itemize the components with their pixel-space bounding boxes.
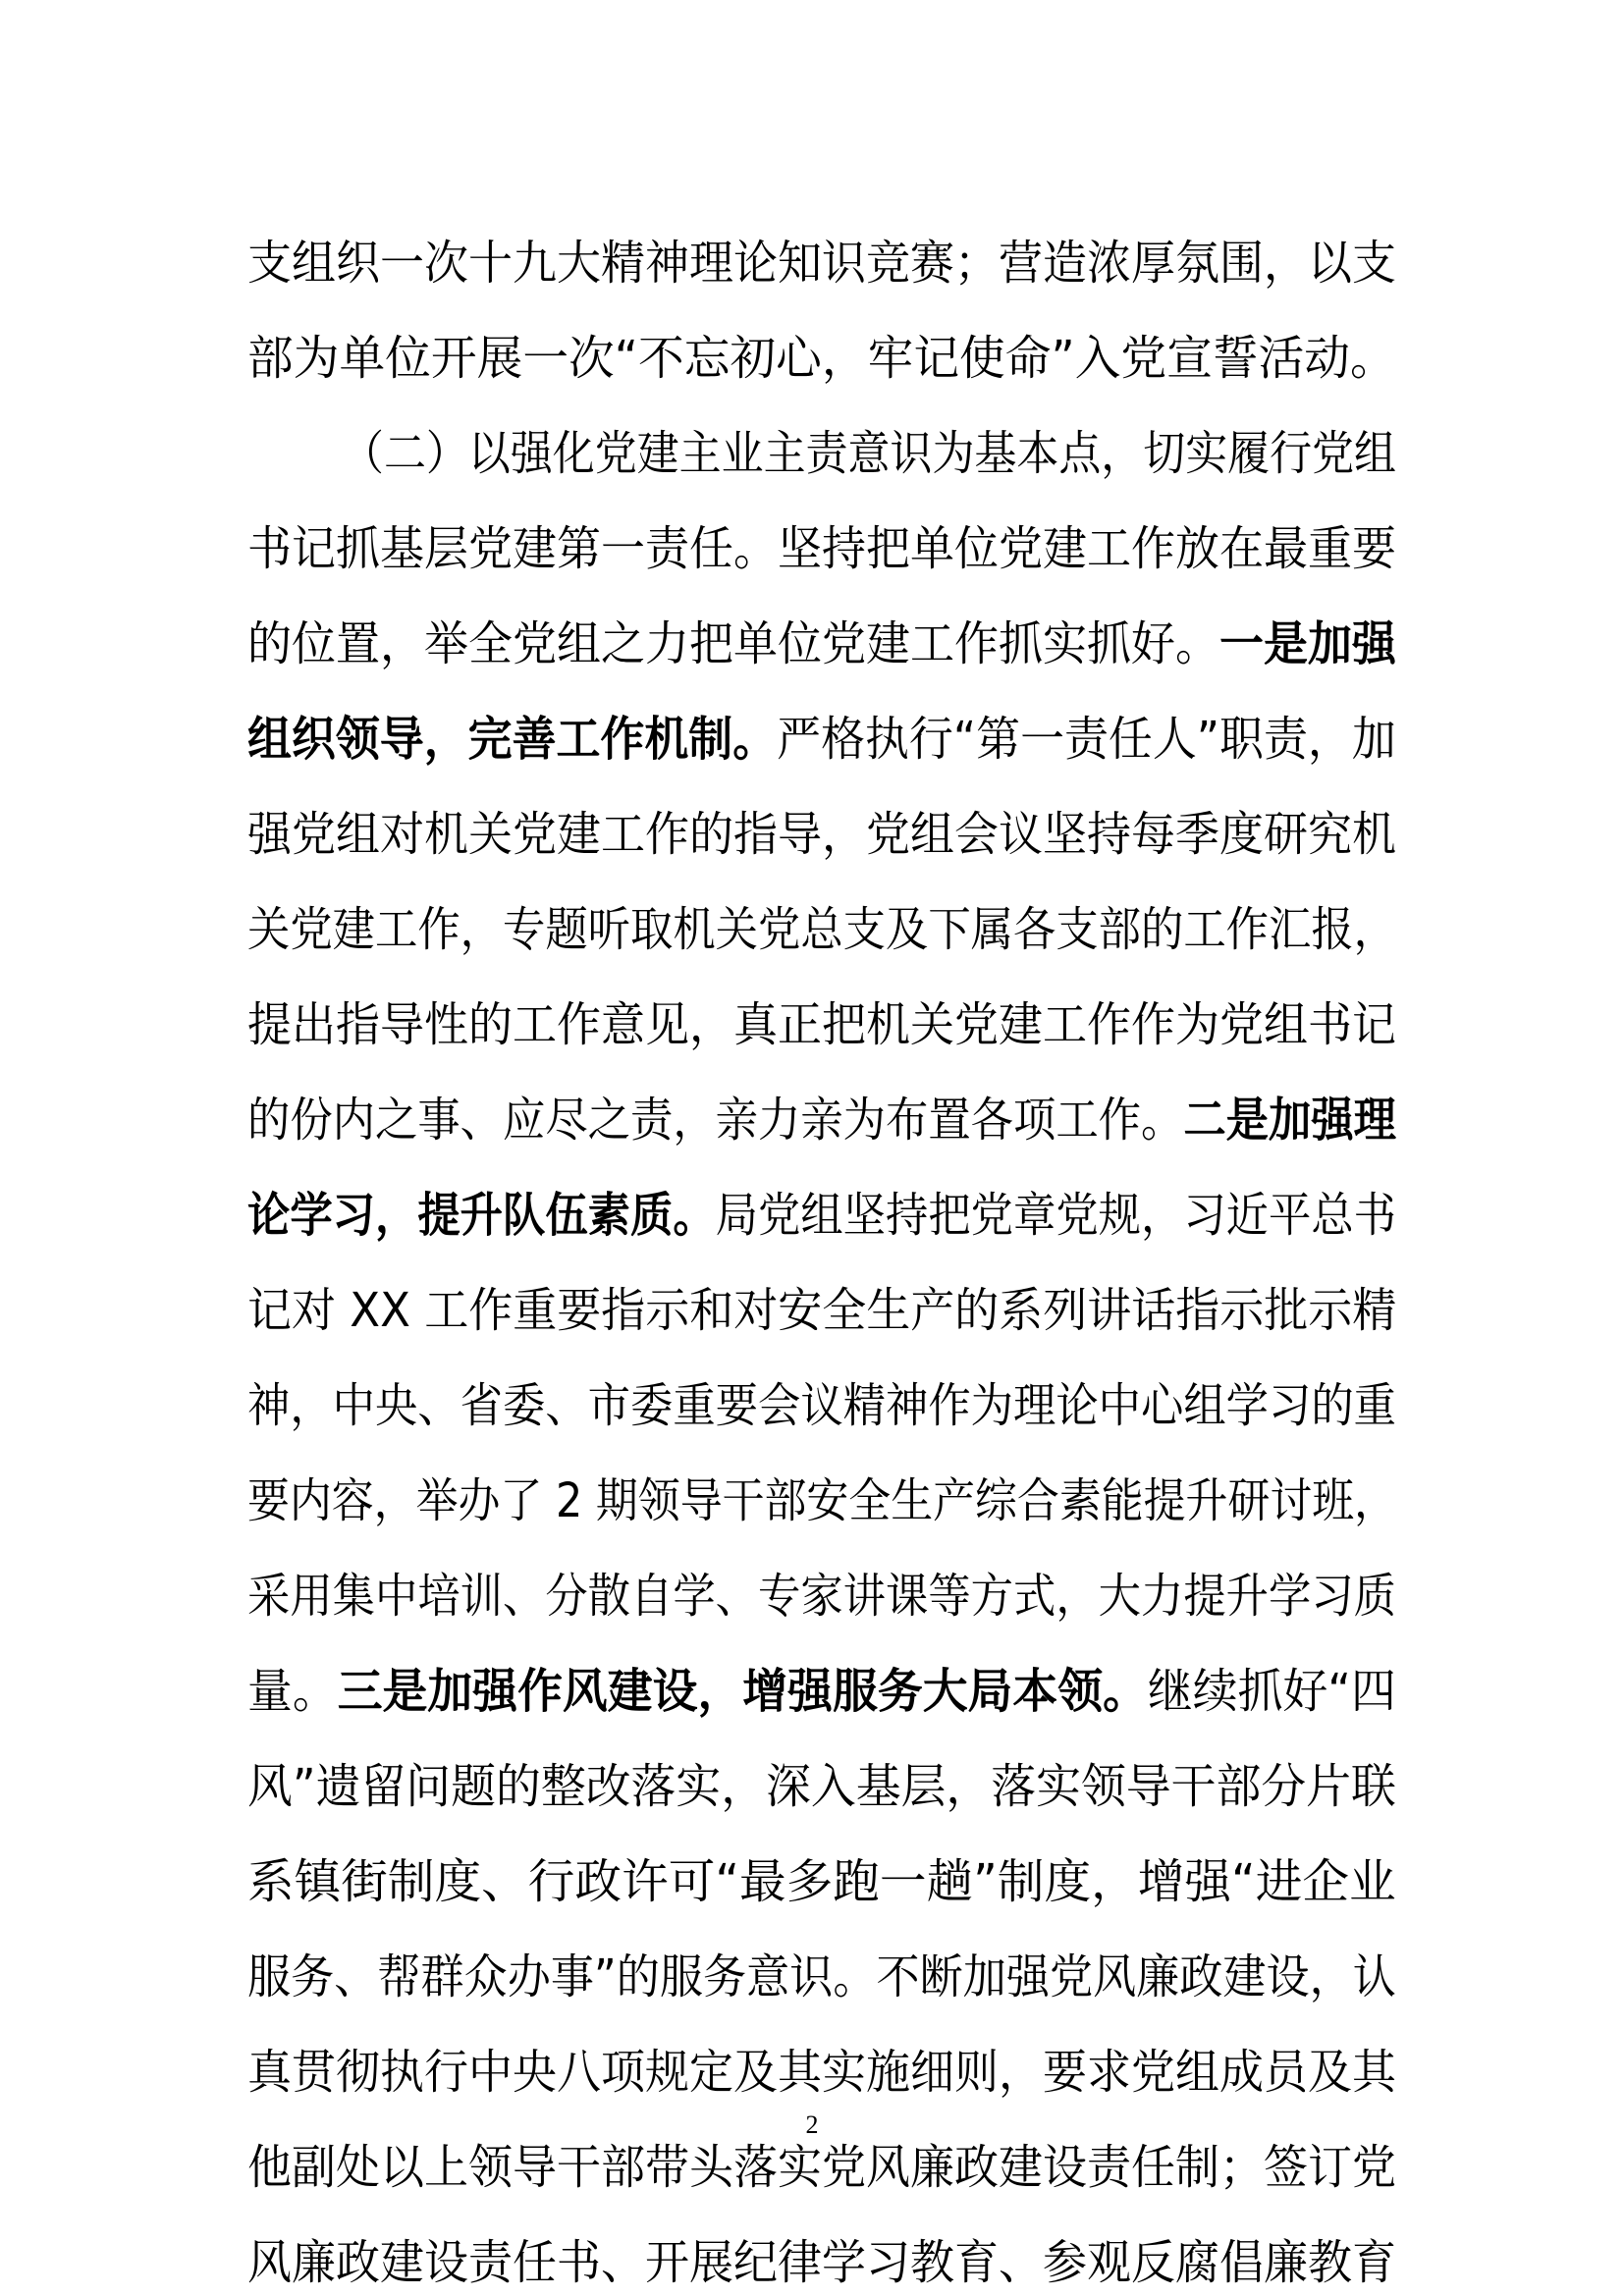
text-segment: 风廉政建设责任书、开展纪律学习教育、参观反腐倡廉教育 bbox=[247, 2235, 1397, 2290]
text-segment: 提出指导性的工作意见，真正把机关党建工作作为党组书记 bbox=[247, 997, 1397, 1052]
text-line bbox=[247, 1567, 1397, 1626]
bold-text-segment: 组织领导，完善工作机制。 bbox=[247, 712, 778, 767]
text-line bbox=[247, 2138, 1397, 2197]
text-line bbox=[247, 234, 1397, 293]
text-line bbox=[247, 1662, 1396, 1721]
text-segment: （二）以强化党建主业主责意识为基本点，切实履行党组 bbox=[342, 426, 1397, 481]
text-line bbox=[247, 805, 1397, 864]
text-segment: 支组织一次十九大精神理论知识竞赛；营造浓厚氛围，以支 bbox=[247, 236, 1397, 291]
text-line bbox=[247, 710, 1396, 769]
text-line bbox=[247, 1471, 1397, 1530]
text-line bbox=[247, 1948, 1396, 2006]
text-segment: 的位置，举全党组之力把单位党建工作抓实抓好。 bbox=[247, 616, 1220, 671]
text-segment: 神，中央、省委、市委重要会议精神作为理论中心组学习的重 bbox=[247, 1378, 1397, 1433]
bold-text-segment: 三是加强作风建设，增强服务大局本领。 bbox=[337, 1664, 1148, 1719]
text-line bbox=[247, 900, 1397, 959]
text-line bbox=[247, 2233, 1397, 2292]
bold-text-segment: 一是加强 bbox=[1219, 616, 1397, 671]
bold-text-segment: 论学习，提升队伍素质。 bbox=[247, 1188, 716, 1243]
text-line bbox=[342, 424, 1397, 483]
text-line bbox=[247, 995, 1397, 1054]
text-line bbox=[247, 519, 1397, 578]
page-number: 2 bbox=[805, 2110, 819, 2139]
text-segment: 的份内之事、应尽之责，亲力亲为布置各项工作。 bbox=[247, 1093, 1184, 1148]
text-line bbox=[247, 1091, 1397, 1149]
text-segment: 严格执行“第一责任人”职责，加 bbox=[777, 712, 1396, 767]
text-line bbox=[247, 1281, 1397, 1340]
text-segment: 继续抓好“四 bbox=[1147, 1664, 1396, 1719]
text-line bbox=[247, 1757, 1396, 1816]
text-segment: 真贯彻执行中央八项规定及其实施细则，要求党组成员及其 bbox=[247, 2045, 1397, 2100]
text-segment: 强党组对机关党建工作的指导，党组会议坚持每季度研究机 bbox=[247, 807, 1397, 862]
text-segment: 他副处以上领导干部带头落实党风廉政建设责任制；签订党 bbox=[247, 2140, 1397, 2195]
bold-text-segment: 二是加强理 bbox=[1183, 1093, 1397, 1148]
text-segment: 服务、帮群众办事”的服务意识。不断加强党风廉政建设，认 bbox=[247, 1949, 1396, 2004]
text-segment: 记对 XX 工作重要指示和对安全生产的系列讲话指示批示精 bbox=[247, 1283, 1397, 1338]
text-line bbox=[247, 1376, 1397, 1435]
text-segment: 书记抓基层党建第一责任。坚持把单位党建工作放在最重要 bbox=[247, 521, 1397, 576]
text-segment: 采用集中培训、分散自学、专家讲课等方式，大力提升学习质 bbox=[247, 1569, 1397, 1624]
text-segment: 部为单位开展一次“不忘初心，牢记使命”入党宣誓活动。 bbox=[247, 331, 1396, 386]
text-line bbox=[247, 1852, 1396, 1911]
text-segment: 系镇街制度、行政许可“最多跑一趟”制度，增强“进企业 bbox=[247, 1854, 1396, 1909]
text-line bbox=[247, 2043, 1397, 2102]
text-line bbox=[247, 329, 1396, 388]
text-segment: 关党建工作，专题听取机关党总支及下属各支部的工作汇报， bbox=[247, 902, 1397, 957]
text-line bbox=[247, 1186, 1397, 1245]
text-segment: 风”遗留问题的整改落实，深入基层，落实领导干部分片联 bbox=[247, 1759, 1396, 1814]
text-line bbox=[247, 614, 1397, 673]
text-segment: 局党组坚持把党章党规，习近平总书 bbox=[715, 1188, 1397, 1243]
text-segment: 量。 bbox=[247, 1664, 338, 1719]
text-segment: 要内容，举办了 2 期领导干部安全生产综合素能提升研讨班， bbox=[247, 1473, 1397, 1528]
